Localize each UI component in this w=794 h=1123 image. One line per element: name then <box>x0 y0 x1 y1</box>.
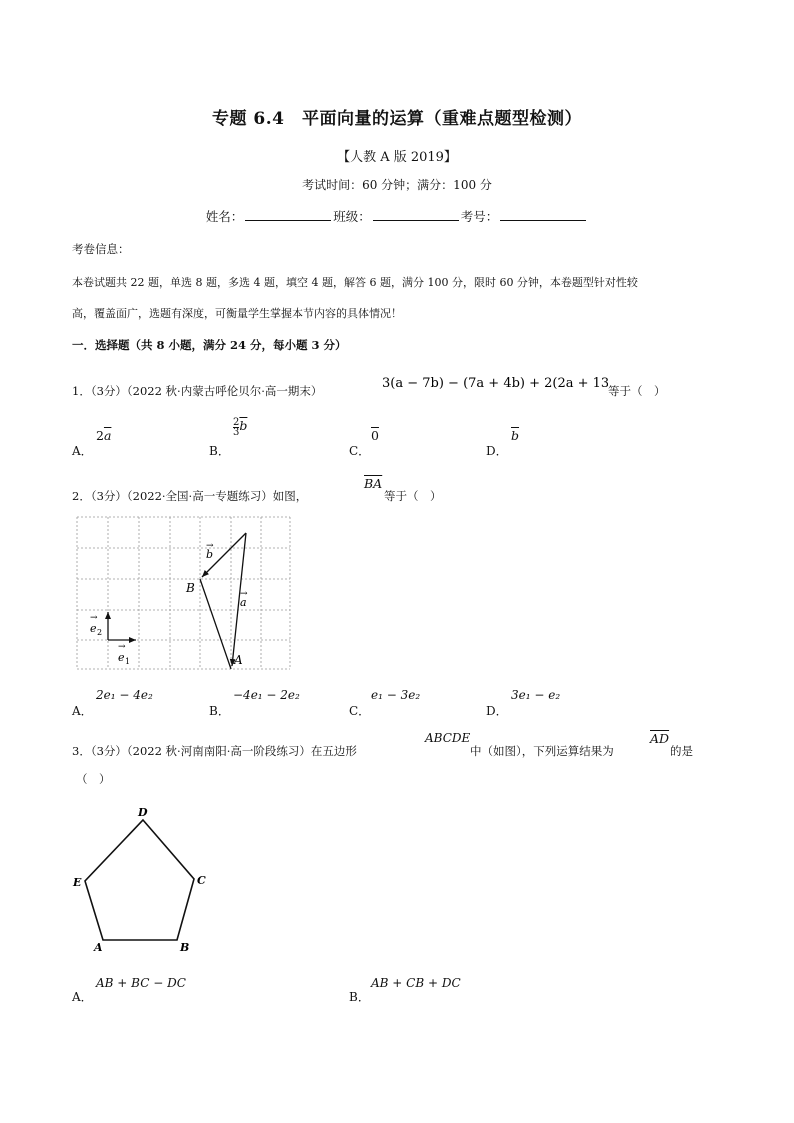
id-field[interactable] <box>500 208 586 221</box>
q1-option-a[interactable]: $2\overline{a}$ <box>96 428 112 443</box>
q2-option-d[interactable]: 3e₁ − e₂ <box>511 688 561 702</box>
q1-expr-text: 3(a − 7b) − (7a + 4b) + 2(2a + 13b) <box>382 376 608 391</box>
q3-middle: 中（如图），下列运算结果为 <box>470 744 614 758</box>
section-heading: 一．选择题（共 8 小题，满分 24 分，每小题 3 分） <box>72 338 347 352</box>
q1-option-d[interactable]: $\overline{b}$ <box>511 428 520 443</box>
edition-label: 【人教 A 版 2019】 <box>337 150 457 165</box>
label-A: A <box>234 653 243 667</box>
label-e1-arrow: → <box>118 642 126 652</box>
q1-expression-svg <box>382 371 608 393</box>
q1-stem <box>72 383 322 399</box>
q2-option-a[interactable]: 2e₁ − 4e₂ <box>96 688 153 702</box>
name-label: 姓名： <box>205 209 244 224</box>
info-line1: 本卷试题共 22 题，单选 8 题，多选 4 题，填空 4 题，解答 6 题，满分 100 分，限时 60 分钟，本卷题型针对性较 <box>72 276 638 289</box>
q2-option-b-label[interactable]: B． <box>209 704 230 718</box>
label-e1: e <box>118 651 125 664</box>
page-title: 专题 6.4 平面向量的运算（重难点题型检测） <box>212 109 582 129</box>
q3-option-b-label[interactable]: B． <box>349 990 370 1004</box>
class-field[interactable] <box>373 208 459 221</box>
q2-option-d-label[interactable]: D． <box>486 704 508 718</box>
q3-option-a-label[interactable]: A． <box>72 990 93 1004</box>
q3-option-a[interactable]: AB + BC − DC <box>96 976 186 990</box>
q3-suffix: 的是 <box>670 744 693 758</box>
q1-option-b[interactable]: 2 $3\overline{b}$ <box>233 417 248 438</box>
q3-prefix: 3．（3分）（2022 秋·河南南阳·高一阶段练习）在五边形 <box>72 744 357 758</box>
pentagon-shape <box>85 820 194 940</box>
label-b: b <box>206 548 214 561</box>
vertex-B: B <box>180 941 190 954</box>
id-label: 考号： <box>460 209 499 224</box>
q2-option-c[interactable]: e₁ − 3e₂ <box>371 688 421 702</box>
q3-pentagon-figure <box>70 806 220 954</box>
vertex-C: C <box>197 874 206 887</box>
segment-b-a <box>200 579 231 669</box>
q2-prefix: 2．（3分）（2022·全国·高一专题练习）如图， <box>72 489 308 503</box>
q3-shape: ABCDE <box>425 731 471 745</box>
q1-suffix: 等于（ ） <box>608 384 666 398</box>
info-heading: 考卷信息： <box>72 242 130 256</box>
q1-option-c[interactable]: 0 <box>371 428 379 443</box>
q1-option-b-label[interactable]: B． <box>209 444 230 458</box>
label-a: a <box>240 596 247 609</box>
label-e1-sub: 1 <box>125 657 131 666</box>
q1-a-value: $\overline{a}$ <box>103 428 112 443</box>
q1-option-a-label[interactable]: A． <box>72 444 93 458</box>
label-e2: e <box>90 622 97 635</box>
q1-expression <box>382 371 608 396</box>
q3-vector: $\overline{AD}$ <box>650 731 670 746</box>
q2-vector: $\overline{BA}$ <box>364 476 383 491</box>
student-fields <box>0 207 794 225</box>
q1-option-c-label[interactable]: C． <box>349 444 371 458</box>
class-label: 班级： <box>333 209 371 224</box>
q3-option-b[interactable]: AB + CB + DC <box>371 976 461 990</box>
label-b-arrow: → <box>206 541 214 551</box>
q2-option-c-label[interactable]: C． <box>349 704 371 718</box>
q2-suffix: 等于（ ） <box>384 489 442 503</box>
name-field[interactable] <box>245 208 331 221</box>
vertex-E: E <box>73 876 82 889</box>
q1-prefix: 1．（3分）（2022 秋·内蒙古呼伦贝尔·高一期末） <box>72 384 323 398</box>
q3-paren: （ ） <box>76 772 111 786</box>
vertex-A: A <box>94 941 103 954</box>
exam-time: 考试时间：60 分钟；满分：100 分 <box>302 178 492 192</box>
vertex-D: D <box>138 806 148 819</box>
info-line2: 高，覆盖面广，选题有深度，可衡量学生掌握本节内容的具体情况！ <box>72 307 402 320</box>
label-B: B <box>186 581 195 595</box>
label-a-arrow: → <box>240 589 248 599</box>
q1-option-d-label[interactable]: D． <box>486 444 508 458</box>
q2-grid-figure <box>76 516 292 671</box>
label-e2-arrow: → <box>90 613 98 623</box>
label-e2-sub: 2 <box>97 628 103 637</box>
q2-option-a-label[interactable]: A． <box>72 704 93 718</box>
q2-option-b[interactable]: −4e₁ − 2e₂ <box>233 688 300 702</box>
